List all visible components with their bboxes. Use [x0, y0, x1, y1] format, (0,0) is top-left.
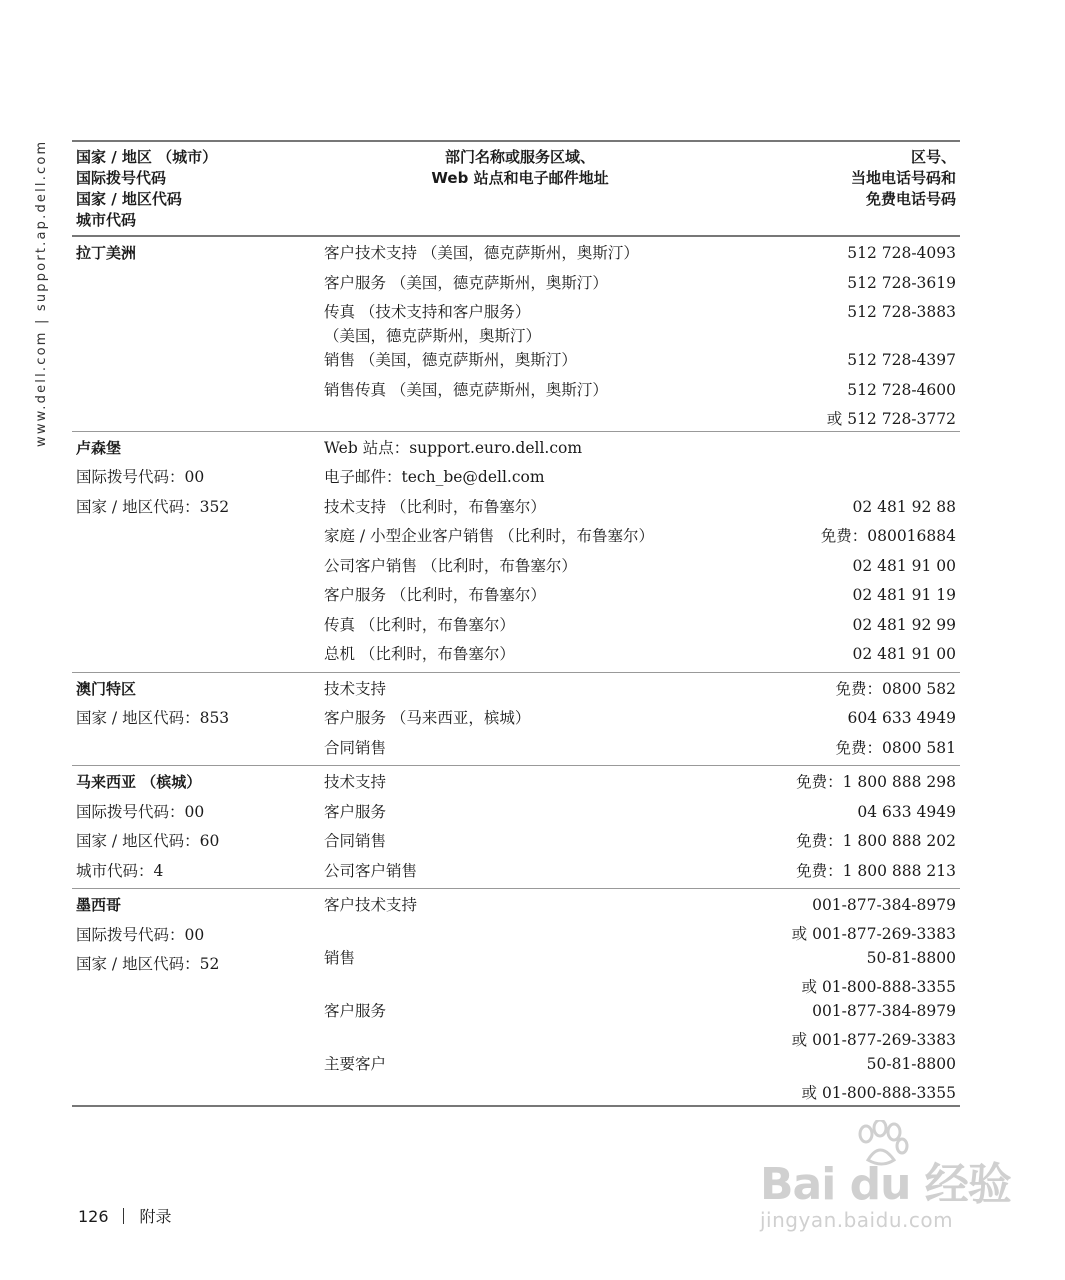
header-line: 免费电话号码: [865, 190, 956, 208]
country-info: [76, 436, 324, 672]
country-code-line: 国家 / 地区代码：853: [76, 709, 230, 727]
alt-phone-number: 或 01-800-888-3355: [801, 1084, 956, 1102]
country-group: [72, 432, 960, 673]
department-cell: 客户技术支持 （美国，德克萨斯州，奥斯汀）: [324, 244, 639, 262]
department-cell: 技术支持 （比利时，布鲁塞尔）: [324, 497, 546, 516]
watermark-logo: Bai du 经验: [760, 1159, 1011, 1210]
phone-number: 604 633 4949: [847, 709, 956, 727]
phone-number: 02 481 92 88: [852, 497, 956, 516]
header-line: 区号、: [910, 148, 956, 166]
table-row: [324, 300, 956, 348]
phone-number: 001-877-384-8979: [812, 896, 956, 914]
header-line: Web 站点和电子邮件地址: [431, 169, 609, 187]
phone-number: 04 633 4949: [857, 802, 956, 821]
country-code-line: 国际拨号代码：00: [76, 802, 205, 821]
phone-cell: [696, 642, 956, 672]
phone-number: 001-877-384-8979: [812, 1002, 956, 1020]
table-row: [324, 495, 956, 525]
phone-cell: [696, 524, 956, 554]
phone-cell: [696, 706, 956, 736]
contact-rows: [324, 770, 956, 888]
phone-cell: [696, 800, 956, 830]
table-row: [324, 613, 956, 643]
department-cell: 客户服务 （比利时，布鲁塞尔）: [324, 586, 546, 604]
country-code-line: 国家 / 地区代码：52: [76, 955, 220, 973]
department-cell: 总机 （比利时，布鲁塞尔）: [324, 645, 515, 663]
phone-cell: [696, 829, 956, 859]
country-group: [72, 673, 960, 767]
department-cell: 技术支持: [324, 679, 387, 698]
department-cell: Web 站点：support.euro.dell.com: [324, 438, 583, 457]
table-row: [324, 800, 956, 830]
country-info: [76, 241, 324, 431]
phone-cell: [696, 495, 956, 525]
table-body: [72, 237, 960, 1105]
department-cell: 传真 （技术支持和客户服务） （美国，德克萨斯州，奥斯汀）: [324, 303, 542, 345]
phone-cell: [696, 378, 956, 431]
country-group: [72, 766, 960, 889]
phone-cell: [696, 770, 956, 800]
country-code-line: 国际拨号代码：00: [76, 468, 205, 486]
phone-cell: [696, 436, 956, 466]
alt-phone-number: 或 512 728-3772: [826, 409, 956, 428]
header-line: 国家 / 地区代码: [76, 190, 182, 208]
table-row: [324, 436, 956, 466]
phone-cell: [696, 736, 956, 766]
phone-cell: [696, 946, 956, 999]
phone-cell: [696, 893, 956, 946]
phone-cell: [696, 271, 956, 301]
table-row: [324, 465, 956, 495]
phone-cell: [696, 677, 956, 707]
country-group: [72, 889, 960, 1105]
department-cell: 电子邮件：tech_be@dell.com: [324, 468, 545, 486]
country-name: 马来西亚 （槟城）: [76, 773, 202, 791]
table-row: [324, 999, 956, 1052]
header-department: [324, 147, 716, 231]
table-row: [324, 859, 956, 889]
phone-number: 50-81-8800: [866, 949, 956, 967]
country-name: 拉丁美洲: [76, 244, 137, 262]
department-cell: 公司客户销售 （比利时，布鲁塞尔）: [324, 556, 577, 575]
header-line: 城市代码: [76, 211, 137, 229]
footer-divider: [123, 1208, 124, 1224]
table-row: [324, 770, 956, 800]
phone-cell: [696, 859, 956, 889]
country-info: [76, 893, 324, 1105]
country-name: 墨西哥: [76, 896, 122, 914]
phone-cell: [696, 241, 956, 271]
side-url: www.dell.com | support.ap.dell.com: [34, 140, 49, 448]
department-cell: 家庭 / 小型企业客户销售 （比利时，布鲁塞尔）: [324, 527, 655, 545]
table-row: [324, 348, 956, 378]
country-name: 澳门特区: [76, 679, 137, 698]
department-cell: 销售传真 （美国，德克萨斯州，奥斯汀）: [324, 380, 608, 399]
phone-cell: [696, 1052, 956, 1105]
department-cell: 客户服务: [324, 802, 387, 821]
contact-rows: [324, 893, 956, 1105]
table-row: [324, 524, 956, 554]
table-row: [324, 706, 956, 736]
table-row: [324, 893, 956, 946]
country-code-line: 国际拨号代码：00: [76, 925, 205, 944]
phone-number: 512 728-4600: [847, 380, 956, 399]
table-row: [324, 677, 956, 707]
table-row: [324, 946, 956, 999]
department-cell: 客户服务 （美国，德克萨斯州，奥斯汀）: [324, 273, 608, 292]
department-cell: 销售 （美国，德克萨斯州，奥斯汀）: [324, 351, 577, 369]
table-row: [324, 241, 956, 271]
phone-number: 免费：1 800 888 202: [796, 832, 956, 850]
department-cell: 合同销售: [324, 738, 387, 757]
table-row: [324, 736, 956, 766]
header-line: 国家 / 地区 （城市）: [76, 148, 218, 166]
phone-number: 50-81-8800: [866, 1055, 956, 1073]
country-info: [76, 677, 324, 766]
department-cell: 客户服务 （马来西亚，槟城）: [324, 709, 531, 727]
country-group: [72, 237, 960, 432]
phone-cell: [696, 300, 956, 348]
department-cell: 主要客户: [324, 1055, 387, 1073]
alt-phone-number: 或 001-877-269-3383: [791, 1031, 956, 1049]
header-line: 当地电话号码和: [850, 169, 956, 187]
phone-number: 02 481 91 19: [852, 586, 956, 604]
header-phone: [716, 147, 956, 231]
section-title: 附录: [139, 1207, 172, 1226]
department-cell: 客户技术支持: [324, 896, 418, 914]
contact-rows: [324, 241, 956, 431]
header-country: [76, 147, 324, 231]
country-code-line: 国家 / 地区代码：60: [76, 832, 220, 850]
phone-cell: [696, 554, 956, 584]
department-cell: 客户服务: [324, 1002, 387, 1020]
department-cell: 传真 （比利时，布鲁塞尔）: [324, 615, 515, 634]
header-line: 部门名称或服务区域、: [444, 148, 595, 166]
phone-cell: [696, 465, 956, 495]
table-row: [324, 642, 956, 672]
phone-number: 免费：080016884: [820, 527, 956, 545]
phone-number: 免费：1 800 888 298: [796, 773, 956, 791]
phone-number: 512 728-4397: [847, 351, 956, 369]
department-cell: 销售: [324, 949, 356, 967]
department-cell: 公司客户销售: [324, 861, 418, 880]
page-number: 126: [78, 1207, 109, 1226]
phone-number: 02 481 91 00: [852, 645, 956, 663]
phone-cell: [696, 348, 956, 378]
phone-cell: [696, 999, 956, 1052]
phone-number: 02 481 92 99: [852, 615, 956, 634]
phone-number: 512 728-3619: [847, 273, 956, 292]
table-row: [324, 829, 956, 859]
country-name: 卢森堡: [76, 438, 122, 457]
table-row: [324, 271, 956, 301]
phone-number: 512 728-4093: [847, 244, 956, 262]
phone-number: 免费：0800 581: [835, 738, 956, 757]
table-header: [72, 142, 960, 237]
table-row: [324, 583, 956, 613]
alt-phone-number: 或 001-877-269-3383: [791, 925, 956, 943]
baidu-watermark: [760, 1120, 1020, 1240]
phone-number: 02 481 91 00: [852, 556, 956, 575]
phone-cell: [696, 613, 956, 643]
watermark-url: jingyan.baidu.com: [760, 1208, 954, 1232]
table-row: [324, 1052, 956, 1105]
contact-table: [72, 140, 960, 1107]
contact-rows: [324, 436, 956, 672]
phone-number: 免费：1 800 888 213: [796, 861, 956, 880]
country-code-line: 城市代码：4: [76, 861, 164, 880]
country-code-line: 国家 / 地区代码：352: [76, 497, 230, 516]
header-line: 国际拨号代码: [76, 169, 167, 187]
phone-number: 512 728-3883: [847, 303, 956, 321]
department-cell: 技术支持: [324, 773, 387, 791]
phone-number: 免费：0800 582: [835, 679, 956, 698]
page-footer: [78, 1204, 172, 1227]
contact-rows: [324, 677, 956, 766]
country-info: [76, 770, 324, 888]
phone-cell: [696, 583, 956, 613]
alt-phone-number: 或 01-800-888-3355: [801, 978, 956, 996]
table-row: [324, 554, 956, 584]
department-cell: 合同销售: [324, 832, 387, 850]
table-row: [324, 378, 956, 431]
